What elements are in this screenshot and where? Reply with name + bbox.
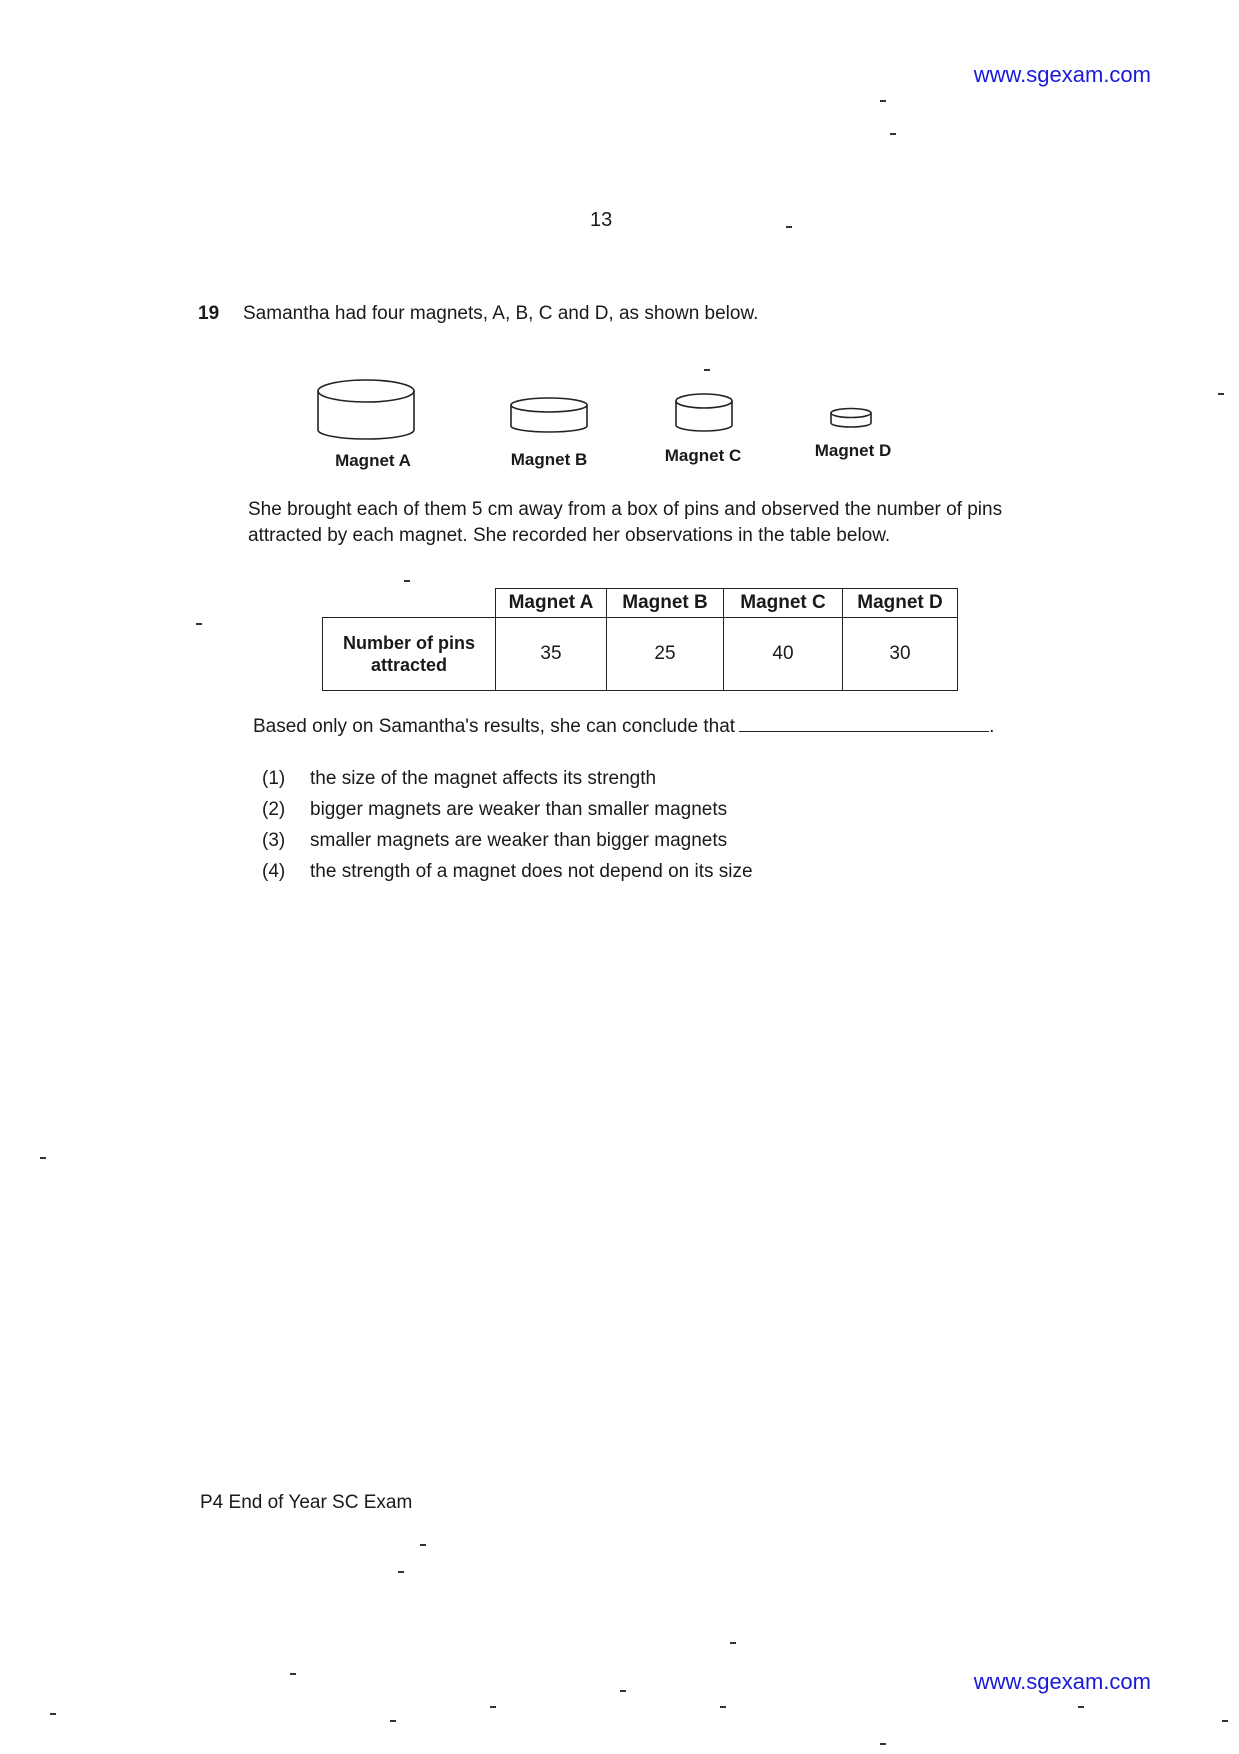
scan-speck bbox=[704, 369, 710, 371]
option-number: (3) bbox=[262, 830, 286, 851]
page-number: 13 bbox=[590, 209, 613, 231]
table-col-header: Magnet D bbox=[843, 589, 958, 618]
scan-speck bbox=[50, 1713, 56, 1715]
scan-speck bbox=[40, 1157, 46, 1159]
table-cell: 30 bbox=[843, 618, 958, 691]
scan-speck bbox=[1078, 1706, 1084, 1708]
option-number: (1) bbox=[262, 768, 286, 789]
option-4 bbox=[262, 861, 753, 883]
table-cell: 35 bbox=[496, 618, 607, 691]
footer-exam-name: P4 End of Year SC Exam bbox=[200, 1492, 413, 1513]
magnet-c-shape bbox=[676, 394, 732, 431]
magnet-a-label: Magnet A bbox=[335, 451, 411, 470]
table-row bbox=[323, 618, 958, 691]
magnets-illustration bbox=[0, 0, 1239, 520]
option-2 bbox=[262, 799, 727, 821]
option-number: (2) bbox=[262, 799, 286, 820]
site-link-top[interactable]: www.sgexam.com bbox=[973, 62, 1151, 87]
question-text: Samantha had four magnets, A, B, C and D, as shown below. bbox=[243, 303, 759, 324]
option-1 bbox=[262, 768, 656, 790]
option-text: bigger magnets are weaker than smaller magnets bbox=[310, 799, 728, 820]
scan-speck bbox=[786, 226, 792, 228]
table-header-row bbox=[323, 589, 958, 618]
scan-speck bbox=[290, 1673, 296, 1675]
question-prompt: Based only on Samantha's results, she can conclude that . bbox=[253, 716, 995, 737]
magnet-c-label: Magnet C bbox=[664, 446, 742, 465]
option-text: the size of the magnet affects its strength bbox=[310, 768, 657, 789]
table-col-header: Magnet B bbox=[607, 589, 724, 618]
site-link-bottom[interactable]: www.sgexam.com bbox=[973, 1669, 1151, 1694]
scan-speck bbox=[1218, 393, 1224, 395]
scan-speck bbox=[398, 1571, 404, 1573]
prompt-text: Based only on Samantha's results, she can conclude that bbox=[253, 716, 736, 737]
scan-speck bbox=[490, 1706, 496, 1708]
scan-speck bbox=[420, 1544, 426, 1546]
scan-speck bbox=[880, 1743, 886, 1745]
results-table bbox=[322, 588, 958, 691]
answer-blank bbox=[739, 731, 989, 732]
scan-speck bbox=[890, 133, 896, 135]
table-col-header: Magnet C bbox=[724, 589, 843, 618]
option-number: (4) bbox=[262, 861, 286, 882]
magnet-b-label: Magnet B bbox=[510, 450, 588, 469]
scan-speck bbox=[404, 580, 410, 582]
table-col-header: Magnet A bbox=[496, 589, 607, 618]
observation-text: She brought each of them 5 cm away from a box of pins and observed the number of pins attracted by each magnet. She recorded her observations in the table below. bbox=[248, 499, 1003, 546]
scan-speck bbox=[390, 1720, 396, 1722]
table-corner bbox=[323, 589, 496, 618]
table-cell: 25 bbox=[607, 618, 724, 691]
option-3 bbox=[262, 830, 727, 852]
option-text: the strength of a magnet does not depend on its size bbox=[310, 861, 753, 882]
scan-speck bbox=[720, 1706, 726, 1708]
table-row-header: Number of pins attracted bbox=[323, 618, 496, 691]
magnet-d-label: Magnet D bbox=[814, 441, 892, 460]
scan-speck bbox=[620, 1690, 626, 1692]
scan-speck bbox=[196, 623, 202, 625]
option-text: smaller magnets are weaker than bigger magnets bbox=[310, 830, 728, 851]
magnet-d-shape bbox=[831, 409, 871, 428]
magnet-a-shape bbox=[318, 380, 414, 439]
question-number: 19 bbox=[198, 303, 220, 324]
table-cell: 40 bbox=[724, 618, 843, 691]
scan-speck bbox=[880, 100, 886, 102]
scan-speck bbox=[1222, 1720, 1228, 1722]
magnet-b-shape bbox=[511, 398, 587, 432]
scan-speck bbox=[730, 1642, 736, 1644]
